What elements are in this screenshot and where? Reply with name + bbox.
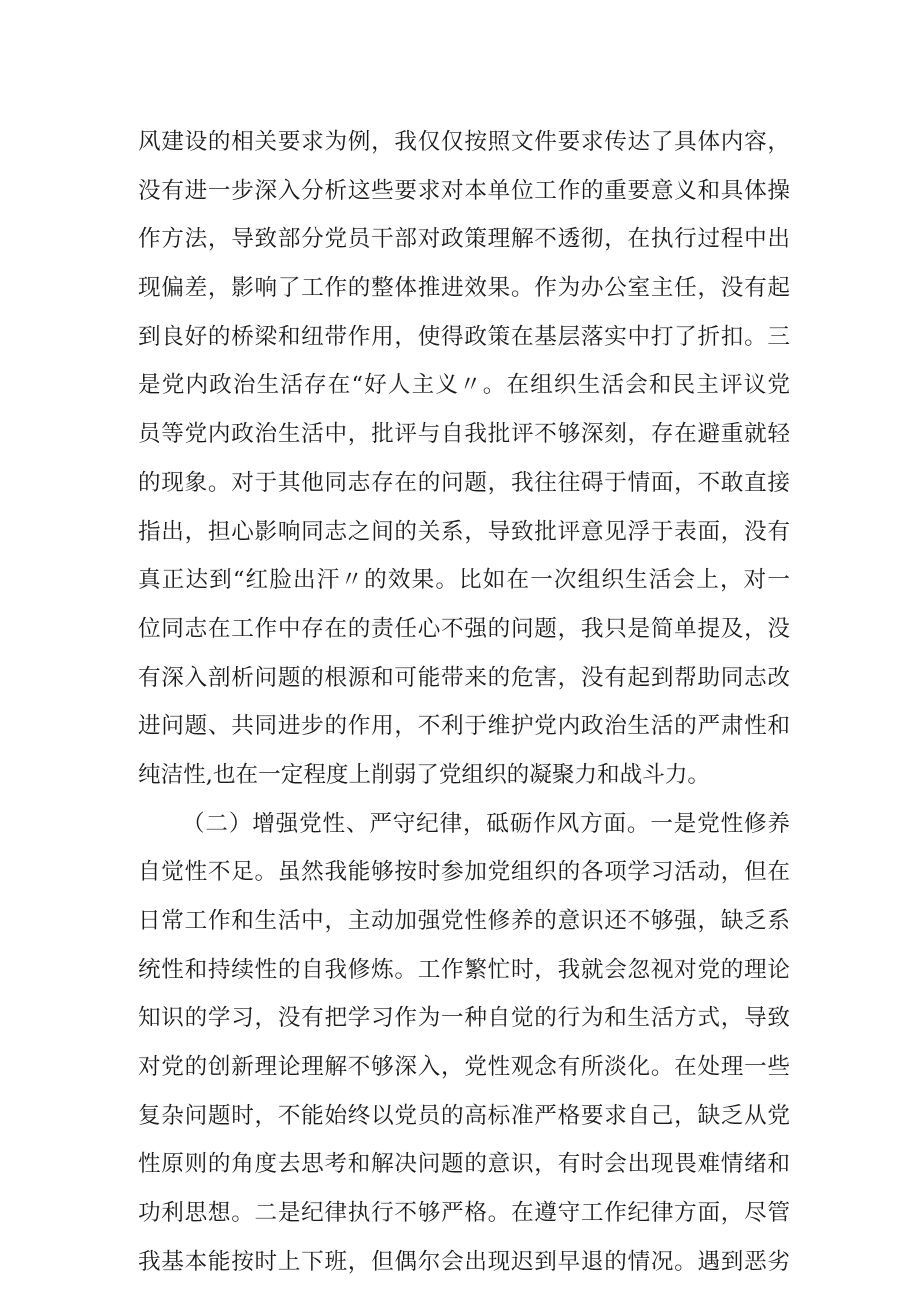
text-line: 现偏差，影响了工作的整体推进效果。作为办公室主任，没有起 [138, 275, 790, 302]
body-text [138, 118, 790, 1287]
text-line: 员等党内政治生活中，批评与自我批评不够深刻，存在避重就轻 [138, 421, 790, 448]
text-line: 进问题、共同进步的作用，不利于维护党内政治生活的严肃性和 [138, 713, 790, 740]
text-line: 没有进一步深入分析这些要求对本单位工作的重要意义和具体操 [138, 177, 790, 204]
text-line: 有深入剖析问题的根源和可能带来的危害，没有起到帮助同志改 [138, 664, 790, 691]
text-line: 风建设的相关要求为例，我仅仅按照文件要求传达了具体内容， [138, 129, 790, 155]
text-line: 到良好的桥梁和纽带作用，使得政策在基层落实中打了折扣。三 [138, 323, 790, 350]
text-line: 功利思想。二是纪律执行不够严格。在遵守工作纪律方面，尽管 [138, 1200, 790, 1227]
paragraph-first-line: （二）增强党性、严守纪律，砥砺作风方面。一是党性修养 [182, 810, 790, 837]
text-line: 复杂问题时，不能始终以党员的高标准严格要求自己，缺乏从党 [138, 1102, 790, 1129]
text-line: 的现象。对于其他同志存在的问题，我往往碍于情面，不敢直接 [138, 469, 790, 496]
text-line: 指出，担心影响同志之间的关系，导致批评意见浮于表面，没有 [138, 518, 790, 545]
text-line: 纯洁性,也在一定程度上削弱了党组织的凝聚力和战斗力。 [138, 761, 711, 788]
text-line: 自觉性不足。虽然我能够按时参加党组织的各项学习活动，但在 [138, 859, 790, 886]
text-line: 真正达到“红脸出汗〃的效果。比如在一次组织生活会上，对一 [138, 567, 790, 594]
text-line: 是党内政治生活存在“好人主义〃。在组织生活会和民主评议党 [138, 372, 790, 399]
text-line: 日常工作和生活中，主动加强党性修养的意识还不够强，缺乏系 [138, 908, 790, 934]
text-line: 知识的学习，没有把学习作为一种自觉的行为和生活方式，导致 [138, 1005, 790, 1032]
text-line: 对党的创新理论理解不够深入，党性观念有所淡化。在处理一些 [138, 1054, 790, 1081]
text-line: 性原则的角度去思考和解决问题的意识，有时会出现畏难情绪和 [138, 1151, 790, 1178]
text-line: 位同志在工作中存在的责任心不强的问题，我只是简单提及，没 [138, 615, 790, 642]
text-line: 我基本能按时上下班，但偶尔会出现迟到早退的情况。遇到恶劣 [138, 1248, 790, 1275]
text-line: 统性和持续性的自我修炼。工作繁忙时，我就会忽视对党的理论 [138, 956, 790, 983]
text-line: 作方法，导致部分党员干部对政策理解不透彻，在执行过程中出 [138, 226, 790, 253]
